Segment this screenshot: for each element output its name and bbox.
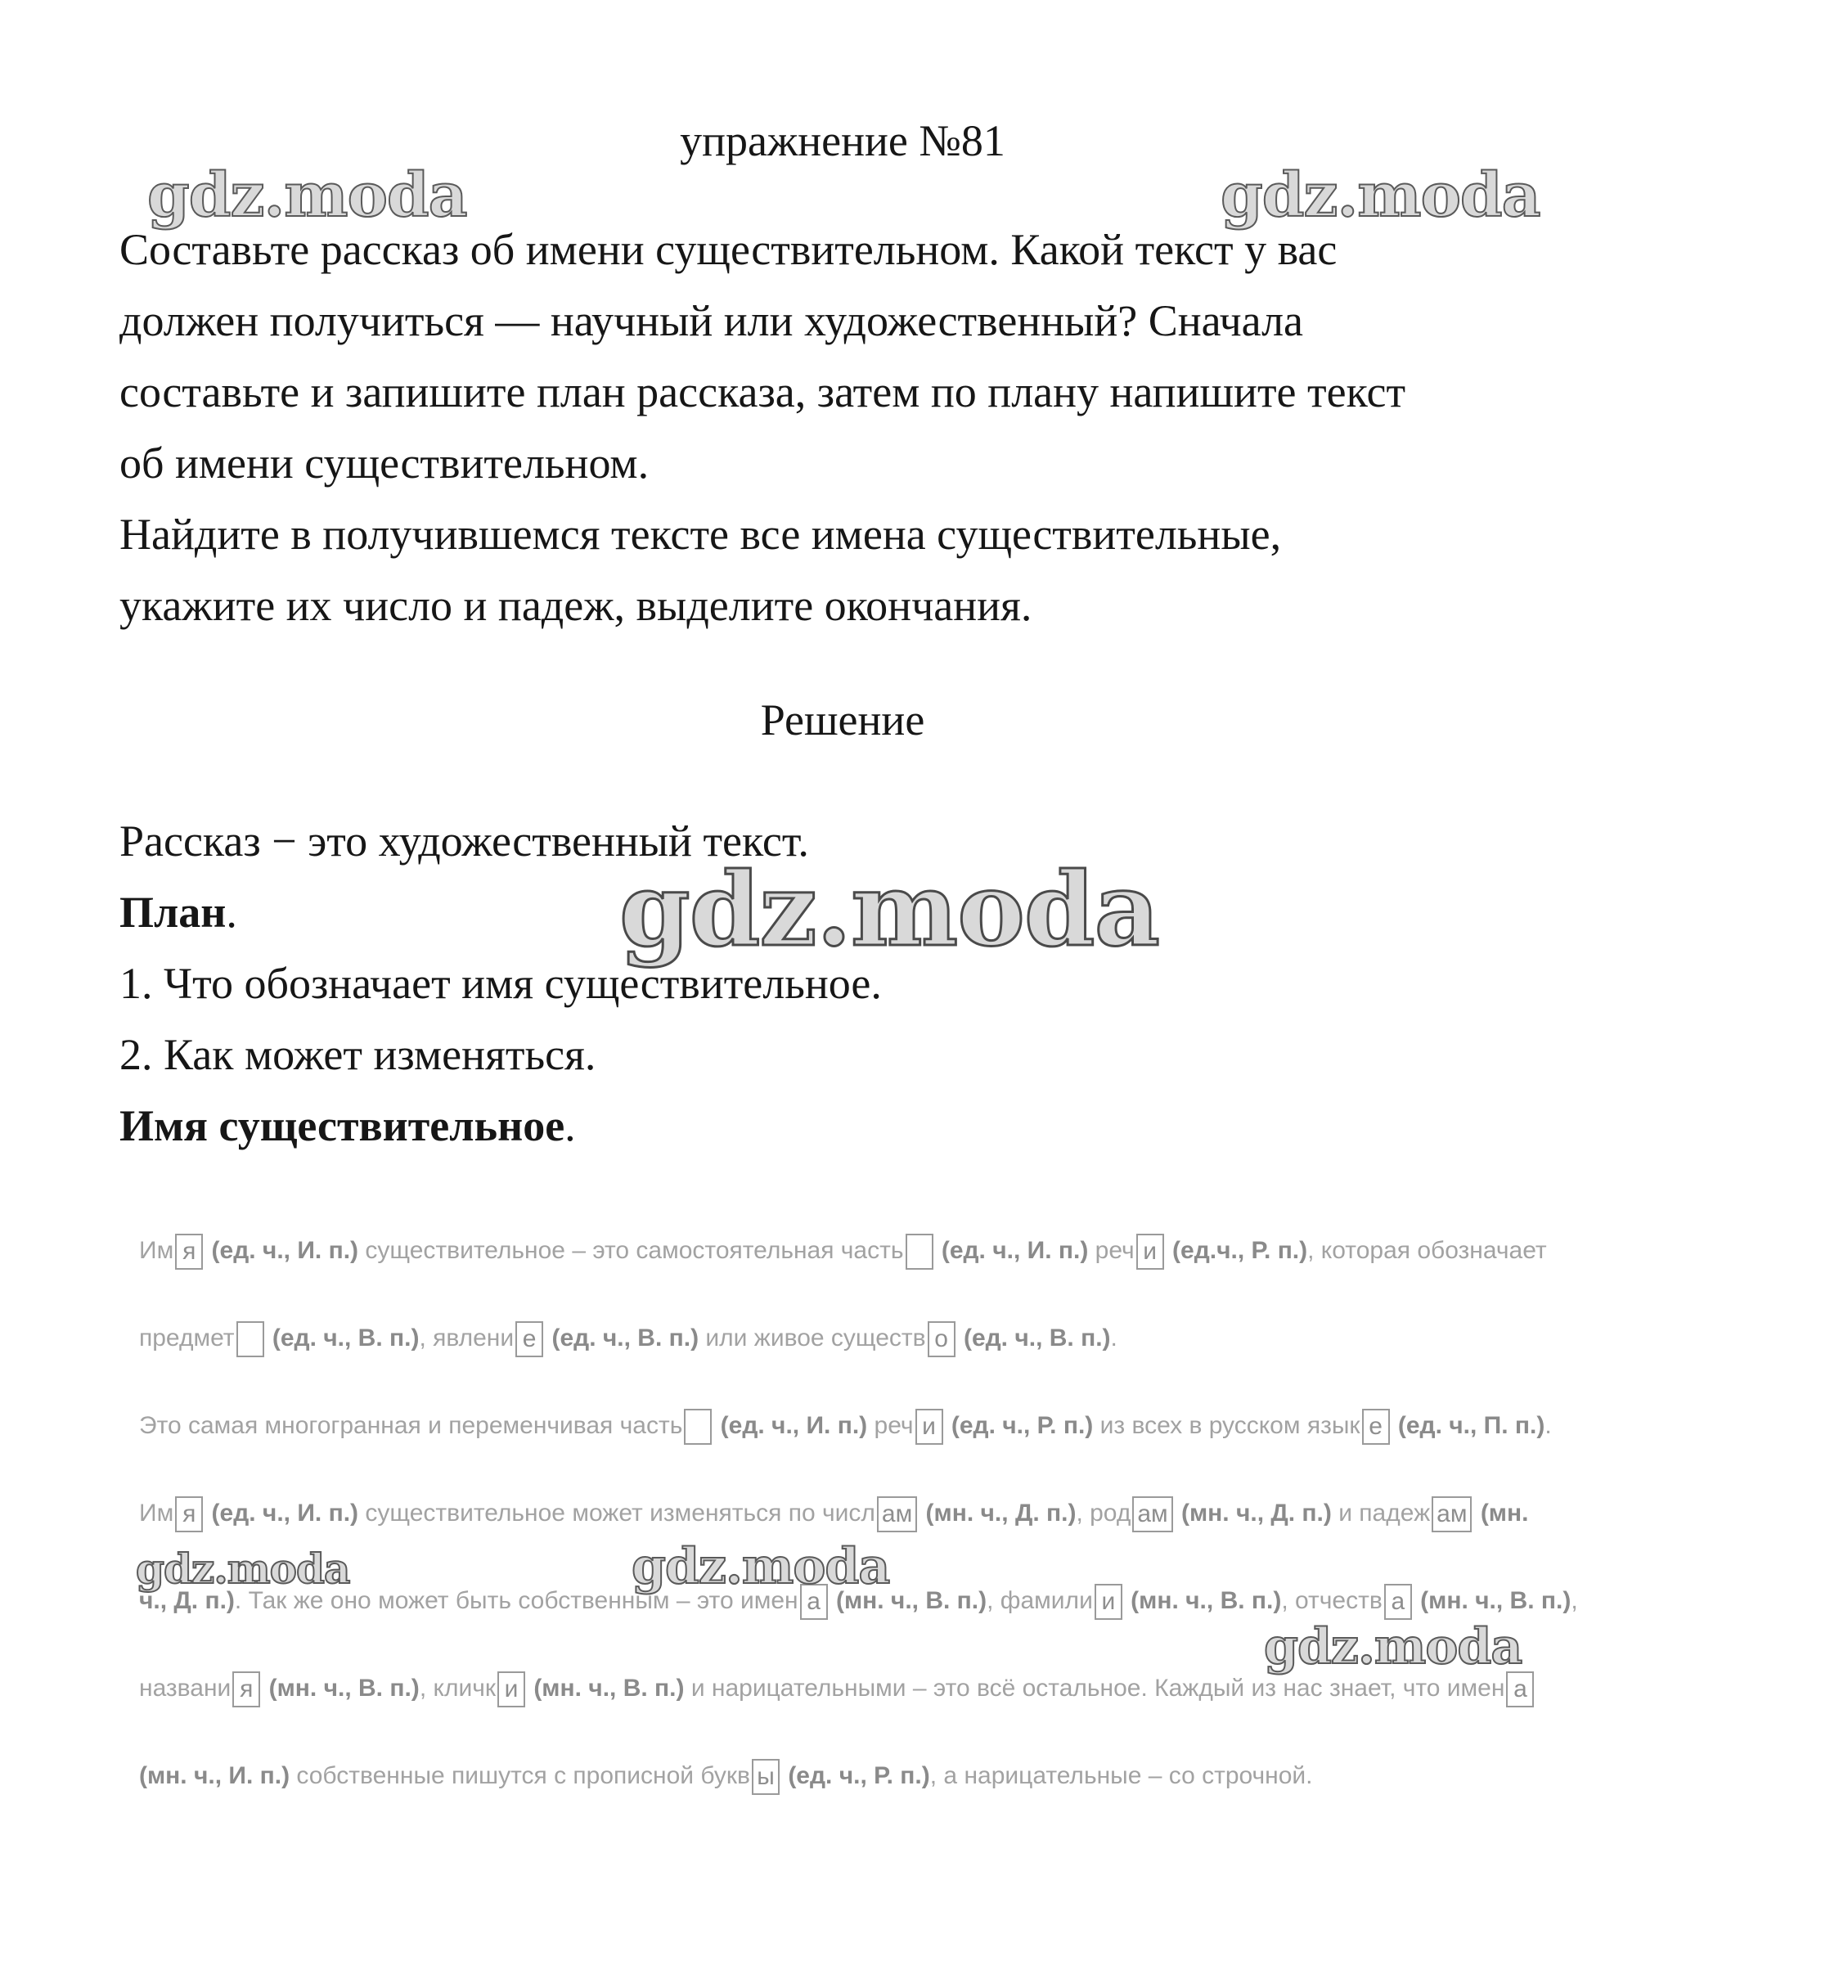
exercise-title: упражнение №81 [680, 116, 1005, 165]
story-punct: . [564, 1101, 576, 1150]
analysis-text: предмет [139, 1325, 235, 1352]
analysis-text: реч [867, 1412, 914, 1439]
grammar-note: (ед. ч., В. п.) [963, 1325, 1111, 1352]
analysis-text: существительное может изменяться по числ [358, 1500, 875, 1527]
grammar-note: (мн. ч., В. п.) [1131, 1587, 1282, 1614]
ending-box [906, 1234, 933, 1270]
analysis-text [1166, 1237, 1172, 1264]
grammar-note: (ед.ч., Р. п.) [1172, 1237, 1308, 1264]
grammar-note: (ед. ч., И. п.) [720, 1412, 868, 1439]
grammar-note: (мн. ч., Д. п.) [1180, 1500, 1332, 1527]
grammar-note: (ед. ч., Р. п.) [788, 1762, 930, 1789]
plan-label: План [119, 888, 227, 937]
story-heading [119, 1091, 1608, 1162]
analysis-text [205, 1500, 211, 1527]
grammar-note: (ед. ч., В. п.) [272, 1325, 420, 1352]
watermark-logo: gdz.moda [1221, 160, 1540, 231]
analysis-text: . [1544, 1412, 1552, 1439]
grammar-note: (ед. ч., П. п.) [1397, 1412, 1545, 1439]
analysis-text [945, 1412, 951, 1439]
story-title: Имя существительное [119, 1101, 565, 1150]
analysis-text: , которая обозначает [1307, 1237, 1547, 1264]
ending-box [236, 1321, 264, 1357]
solution-text [119, 806, 1608, 1162]
analysis-text: , фамили [987, 1587, 1093, 1614]
task-line: об имени существительном. [119, 439, 650, 488]
analysis-text [262, 1675, 268, 1702]
grammar-note: (ед. ч., В. п.) [551, 1325, 699, 1352]
plan-punct: . [226, 888, 237, 937]
ending-box: и [1136, 1234, 1164, 1270]
analysis-text: , отчеств [1281, 1587, 1383, 1614]
analysis-text [935, 1237, 942, 1264]
analysis-line [139, 1308, 1742, 1396]
analysis-text [1392, 1412, 1398, 1439]
analysis-text: , род [1076, 1500, 1131, 1527]
grammar-note: (мн. ч., И. п.) [139, 1762, 290, 1789]
grammar-note: (мн. ч., В. п.) [1420, 1587, 1571, 1614]
analysis-line [139, 1746, 1742, 1833]
grammar-note: (ед. ч., Р. п.) [951, 1412, 1094, 1439]
analysis-line [139, 1483, 1742, 1571]
analysis-text: собственные пишутся с прописной букв [290, 1762, 750, 1789]
analysis-text [957, 1325, 964, 1352]
analysis-text: или живое существ [699, 1325, 926, 1352]
grammar-note: (ед. ч., И. п.) [211, 1237, 359, 1264]
grammar-note: (мн. [1480, 1500, 1529, 1527]
ending-box: а [800, 1584, 828, 1620]
analysis-text: , [1571, 1587, 1578, 1614]
analysis-text: и нарицательными – это всё остальное. Каждый из нас знает, что имен [684, 1675, 1505, 1702]
analysis-text: , явлени [419, 1325, 515, 1352]
analysis-text [830, 1587, 836, 1614]
ending-box: и [915, 1409, 943, 1445]
solution-intro: Рассказ − это художественный текст. [119, 816, 809, 866]
analysis-text: , а нарицательные – со строчной. [929, 1762, 1313, 1789]
ending-box: и [497, 1671, 525, 1707]
analysis-text: Это самая многогранная и переменчивая часть [139, 1412, 683, 1439]
analysis-text [713, 1412, 720, 1439]
analysis-text [1175, 1500, 1181, 1527]
ending-box: ам [877, 1496, 917, 1532]
grammar-note: (мн. ч., В. п.) [835, 1587, 987, 1614]
analysis-text [919, 1500, 925, 1527]
analysis-text: названи [139, 1675, 232, 1702]
ending-box: а [1506, 1671, 1534, 1707]
analysis-text: , кличк [419, 1675, 496, 1702]
task-line: Составьте рассказ об имени существительном. Какой текст у вас [119, 225, 1338, 274]
analysis-text [1473, 1500, 1480, 1527]
analysis-line [139, 1658, 1742, 1746]
analysis-text: реч [1088, 1237, 1135, 1264]
grammar-note: ч., Д. п.) [139, 1587, 235, 1614]
grammar-note: (ед. ч., И. п.) [211, 1500, 359, 1527]
watermark-logo: gdz.moda [136, 1545, 350, 1593]
ending-box: я [175, 1496, 203, 1532]
grammar-note: (ед. ч., И. п.) [941, 1237, 1089, 1264]
plan-item: 1. Что обозначает имя существительное. [119, 959, 882, 1008]
ending-box: ам [1432, 1496, 1472, 1532]
ending-box: о [928, 1321, 955, 1357]
analysis-text: и падеж [1331, 1500, 1431, 1527]
analysis-text: . [1110, 1325, 1117, 1352]
ending-box: и [1095, 1584, 1122, 1620]
analysis-text [1414, 1587, 1420, 1614]
grammar-note: (мн. ч., Д. п.) [925, 1500, 1077, 1527]
ending-box: я [232, 1671, 260, 1707]
ending-box: е [515, 1321, 543, 1357]
task-line: Найдите в получившемся тексте все имена существительные, [119, 510, 1282, 559]
analysis-text: . Так же оно может быть собственным – это имен [234, 1587, 798, 1614]
solution-heading: Решение [760, 695, 925, 744]
noun-analysis-block [139, 1221, 1742, 1833]
task-text [119, 214, 1608, 641]
plan-item: 2. Как может изменяться. [119, 1030, 596, 1079]
grammar-note: (мн. ч., В. п.) [533, 1675, 685, 1702]
plan-heading [119, 877, 1608, 948]
ending-box: е [1362, 1409, 1390, 1445]
ending-box: ы [752, 1759, 780, 1795]
task-line: составьте и запишите план рассказа, затем по плану напишите текст [119, 367, 1406, 416]
analysis-line [139, 1221, 1742, 1308]
analysis-text: из всех в русском язык [1093, 1412, 1360, 1439]
watermark-logo: gdz.moda [632, 1538, 890, 1595]
analysis-text [1124, 1587, 1131, 1614]
analysis-text [205, 1237, 211, 1264]
analysis-text: существительное – это самостоятельная часть [358, 1237, 904, 1264]
task-line: укажите их число и падеж, выделите окончания. [119, 581, 1032, 630]
watermark-logo: gdz.moda [1264, 1618, 1522, 1675]
analysis-text: Им [139, 1500, 174, 1527]
ending-box [684, 1409, 712, 1445]
ending-box: я [175, 1234, 203, 1270]
analysis-line [139, 1396, 1742, 1483]
analysis-text [266, 1325, 272, 1352]
ending-box: ам [1132, 1496, 1172, 1532]
task-line: должен получиться — научный или художественный? Сначала [119, 296, 1303, 345]
watermark-logo: gdz.moda [147, 160, 467, 231]
watermark-logo: gdz.moda [619, 851, 1159, 969]
analysis-line [139, 1571, 1742, 1658]
analysis-text: Им [139, 1237, 174, 1264]
grammar-note: (мн. ч., В. п.) [268, 1675, 420, 1702]
ending-box: а [1384, 1584, 1412, 1620]
